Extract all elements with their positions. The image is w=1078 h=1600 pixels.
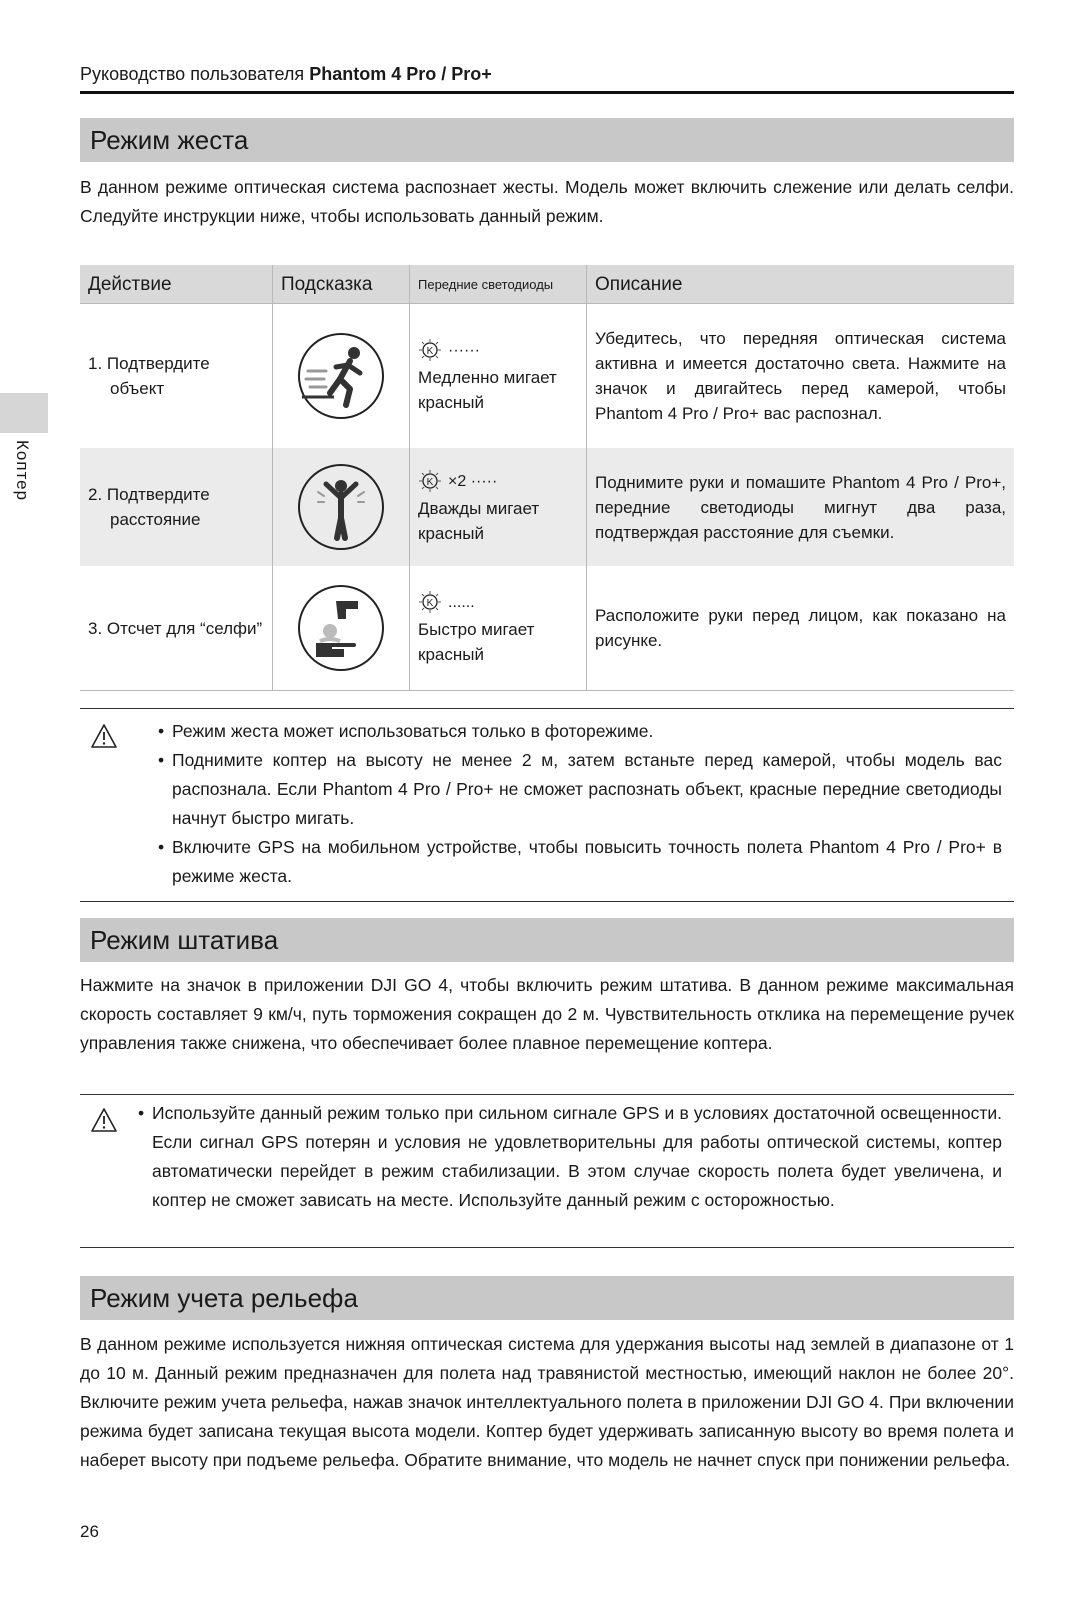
header-prefix: Руководство пользователя (80, 64, 305, 84)
selfie-frame-hands-icon (296, 583, 386, 673)
led-k-icon (418, 590, 442, 614)
running-person-icon (296, 331, 386, 421)
row-description: Убедитесь, что передняя оптическая система активна и имеется достаточно света. Нажмите на значок и двигайтесь перед камерой, чтобы Phantom 4 Pro / Pro+ вас распознал. (595, 329, 1006, 423)
led-pattern: ...... (448, 593, 475, 611)
led-text: Дважды мигает красный (418, 498, 540, 543)
action-label: 1. Подтвердите объект (88, 354, 210, 398)
led-pattern: ······ (448, 341, 480, 359)
warning-icon (90, 1107, 118, 1133)
action-label: 2. Подтвердите расстояние (88, 485, 210, 529)
table-row (80, 566, 1014, 691)
table-row (80, 304, 1014, 449)
side-tab-label: Коптер (13, 440, 32, 502)
svg-text:K: K (426, 477, 434, 488)
page-number: 26 (80, 1522, 99, 1541)
action-label: 3. Отсчет для “селфи” (88, 618, 263, 638)
gesture-notes (80, 708, 1014, 902)
led-k-icon (418, 338, 442, 362)
svg-text:K: K (426, 598, 434, 609)
section-title-gesture: Режим жеста (80, 118, 1014, 162)
led-pattern: ×2 ····· (448, 472, 498, 490)
header-product: Phantom 4 Pro / Pro+ (309, 64, 492, 84)
row-description: Поднимите руки и помашите Phantom 4 Pro / Pro+, передние светодиоды мигнут два раза, подтверждая расстояние для съемки. (587, 448, 1015, 566)
header-description: Описание (587, 265, 1015, 304)
note-item: • Используйте данный режим только при сильном сигнале GPS и в условиях достаточной освещенности. Если сигнал GPS потерян и условия не удовлетворительны для работы оптической системы, коптер автоматически перейдет в режим стабилизации. В этом случае скорость полета будет увеличена, и коптер не сможет зависать на месте. Используйте данный режим с осторожностью. (152, 1099, 1002, 1215)
header-rule (80, 91, 1014, 94)
gesture-intro: В данном режиме оптическая система распознает жесты. Модель может включить слежение или делать селфи. Следуйте инструкции ниже, чтобы использовать данный режим. (80, 177, 1014, 226)
note-item: • Режим жеста может использоваться только в фоторежиме. (172, 717, 1002, 746)
led-text: Быстро мигает красный (418, 619, 535, 664)
page-header (80, 64, 492, 85)
tripod-notes (80, 1094, 1014, 1248)
section-title-terrain: Режим учета рельефа (80, 1276, 1014, 1320)
warning-icon (90, 723, 118, 749)
note-item: • Поднимите коптер на высоту не менее 2 м, затем встаньте перед камерой, чтобы модель вас распознала. Если Phantom 4 Pro / Pro+ не сможет распознать объект, красные передние светодиоды начнут быстро мигать. (172, 746, 1002, 833)
side-tab-marker (0, 393, 48, 433)
svg-text:K: K (426, 346, 434, 357)
table-row (80, 448, 1014, 566)
header-action: Действие (80, 265, 273, 304)
table-header-row (80, 265, 1014, 304)
led-text: Медленно мигает красный (418, 367, 557, 412)
row-description: Расположите руки перед лицом, как показано на рисунке. (587, 566, 1015, 691)
raised-arms-icon (296, 462, 386, 552)
gesture-table (80, 265, 1014, 691)
led-k-icon (418, 469, 442, 493)
section-title-tripod: Режим штатива (80, 918, 1014, 962)
terrain-body: В данном режиме используется нижняя оптическая система для удержания высоты над землей в диапазоне от 1 до 10 м. Данный режим предназначен для полета над травянистой местностью, имеющий наклон не более 20°. Включите режим учета рельефа, нажав значок интеллектуального полета в приложении DJI GO 4. При включении режима будет записана текущая высота модели. Коптер будет удерживать записанную высоту во время полета и наберет высоту при подъеме рельефа. Обратите внимание, что модель не начнет спуск при понижении рельефа. (80, 1334, 1014, 1470)
tripod-body: Нажмите на значок в приложении DJI GO 4, чтобы включить режим штатива. В данном режиме максимальная скорость составляет 9 км/ч, путь торможения сокращен до 2 м. Чувствительность отклика на перемещение ручек управления также снижена, что обеспечивает более плавное перемещение коптера. (80, 975, 1014, 1053)
note-item: • Включите GPS на мобильном устройстве, чтобы повысить точность полета Phantom 4 Pro / Pro+ в режиме жеста. (172, 833, 1002, 891)
header-hint: Подсказка (273, 265, 410, 304)
header-leds: Передние светодиоды (410, 265, 587, 304)
